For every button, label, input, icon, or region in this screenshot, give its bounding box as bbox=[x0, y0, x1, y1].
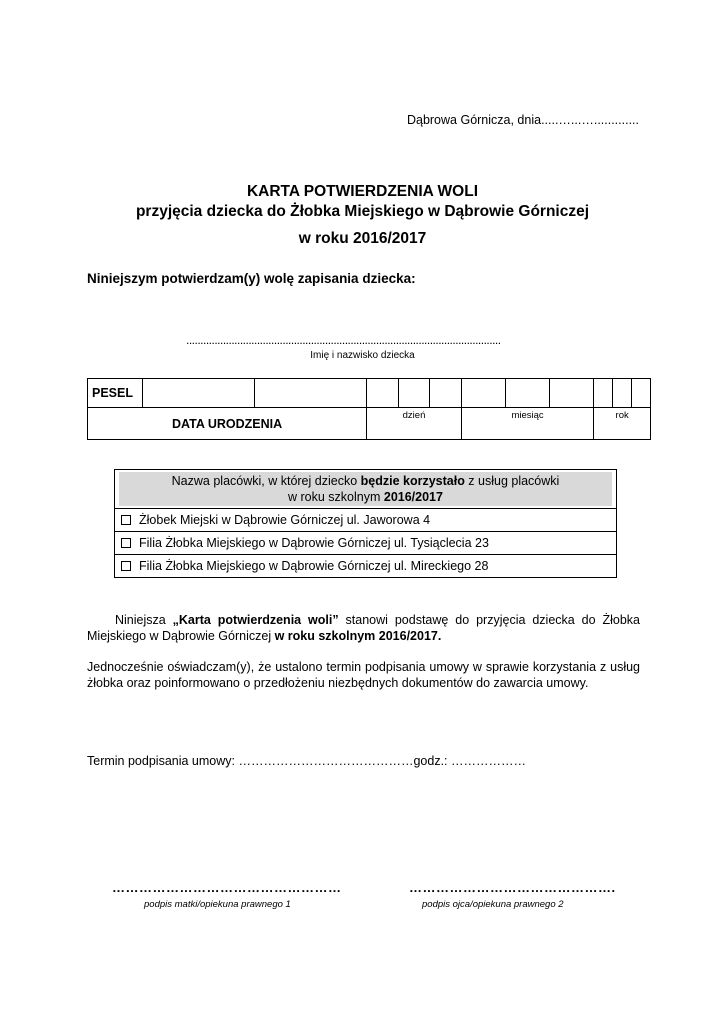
facility-option-label: Filia Żłobka Miejskiego w Dąbrowie Górniczej ul. Mireckiego 28 bbox=[139, 559, 489, 573]
paragraph-bold: „Karta potwierdzenia woli” bbox=[172, 613, 339, 627]
pesel-digit-cell[interactable] bbox=[594, 379, 613, 408]
facility-option-mireckiego[interactable] bbox=[115, 555, 617, 578]
facility-heading bbox=[115, 470, 617, 509]
checkbox-icon[interactable] bbox=[121, 538, 131, 548]
signature-caption-mother: podpis matki/opiekuna prawnego 1 bbox=[144, 899, 291, 910]
paragraph-basis bbox=[87, 612, 640, 644]
dob-month-label: miesiąc bbox=[511, 410, 544, 421]
facility-heading-year: 2016/2017 bbox=[383, 490, 443, 504]
dob-month-cell[interactable] bbox=[461, 408, 593, 440]
pesel-digit-cell[interactable] bbox=[613, 379, 632, 408]
dob-day-cell[interactable] bbox=[367, 408, 462, 440]
dob-day-label: dzień bbox=[402, 410, 426, 421]
pesel-digit-cell[interactable] bbox=[143, 379, 255, 408]
paragraph-text: stanowi podstawę do przyjęcia dziecka do Żłobka Miejskiego w Dąbrowie Górniczej bbox=[87, 613, 641, 643]
signing-term-line[interactable]: Termin podpisania umowy: ……………………………………godz.: ……………… bbox=[87, 754, 526, 768]
facility-option-tysiaclecia[interactable] bbox=[115, 532, 617, 555]
checkbox-icon[interactable] bbox=[121, 561, 131, 571]
facility-heading-text: z usług placówki bbox=[464, 474, 560, 488]
pesel-digit-cell[interactable] bbox=[461, 379, 505, 408]
pesel-digit-cell[interactable] bbox=[255, 379, 367, 408]
paragraph-declaration: Jednocześnie oświadczam(y), że ustalono termin podpisania umowy w sprawie korzystania z usług żłobka oraz poinformowano o przedłożeniu niezbędnych dokumentów do zawarcia umowy. bbox=[87, 660, 640, 690]
facility-heading-text: Nazwa placówki, w której dziecko bbox=[171, 474, 361, 488]
facility-option-label: Filia Żłobka Miejskiego w Dąbrowie Górniczej ul. Tysiąclecia 23 bbox=[139, 536, 489, 550]
pesel-digit-cell[interactable] bbox=[367, 379, 399, 408]
signature-line-mother[interactable]: …………………………………………… bbox=[112, 880, 342, 895]
dob-label: DATA URODZENIA bbox=[88, 408, 367, 440]
facility-heading-text: w roku szkolnym bbox=[288, 490, 384, 504]
child-name-caption: Imię i nazwisko dziecka bbox=[310, 350, 415, 361]
pesel-label: PESEL bbox=[88, 379, 143, 408]
dob-year-label: rok bbox=[615, 410, 629, 421]
signature-line-father[interactable]: ………………………………………. bbox=[409, 880, 616, 895]
intro-statement: Niniejszym potwierdzam(y) wolę zapisania dziecka: bbox=[87, 271, 416, 286]
facility-heading-bold: będzie korzystało bbox=[360, 474, 465, 488]
paragraph-bold: w roku szkolnym 2016/2017. bbox=[274, 629, 442, 643]
pesel-dob-table bbox=[87, 378, 651, 440]
document-year: w roku 2016/2017 bbox=[298, 230, 427, 247]
facility-table bbox=[114, 469, 617, 578]
signature-caption-father: podpis ojca/opiekuna prawnego 2 bbox=[422, 899, 564, 910]
document-title: KARTA POTWIERDZENIA WOLI bbox=[246, 183, 479, 200]
pesel-digit-cell[interactable] bbox=[430, 379, 462, 408]
checkbox-icon[interactable] bbox=[121, 515, 131, 525]
pesel-digit-cell[interactable] bbox=[550, 379, 594, 408]
document-subtitle: przyjęcia dziecka do Żłobka Miejskiego w Dąbrowie Górniczej bbox=[135, 203, 590, 220]
facility-option-jaworowa[interactable] bbox=[115, 509, 617, 532]
dob-year-cell[interactable] bbox=[594, 408, 651, 440]
pesel-digit-cell[interactable] bbox=[632, 379, 651, 408]
child-name-field[interactable]: ............................................................................................................... bbox=[186, 333, 501, 347]
pesel-digit-cell[interactable] bbox=[398, 379, 430, 408]
facility-option-label: Żłobek Miejski w Dąbrowie Górniczej ul. Jaworowa 4 bbox=[139, 513, 431, 527]
place-date-line: Dąbrowa Górnicza, dnia.....…...…............. bbox=[406, 113, 639, 127]
paragraph-text: Niniejsza bbox=[115, 613, 173, 627]
pesel-digit-cell[interactable] bbox=[505, 379, 549, 408]
